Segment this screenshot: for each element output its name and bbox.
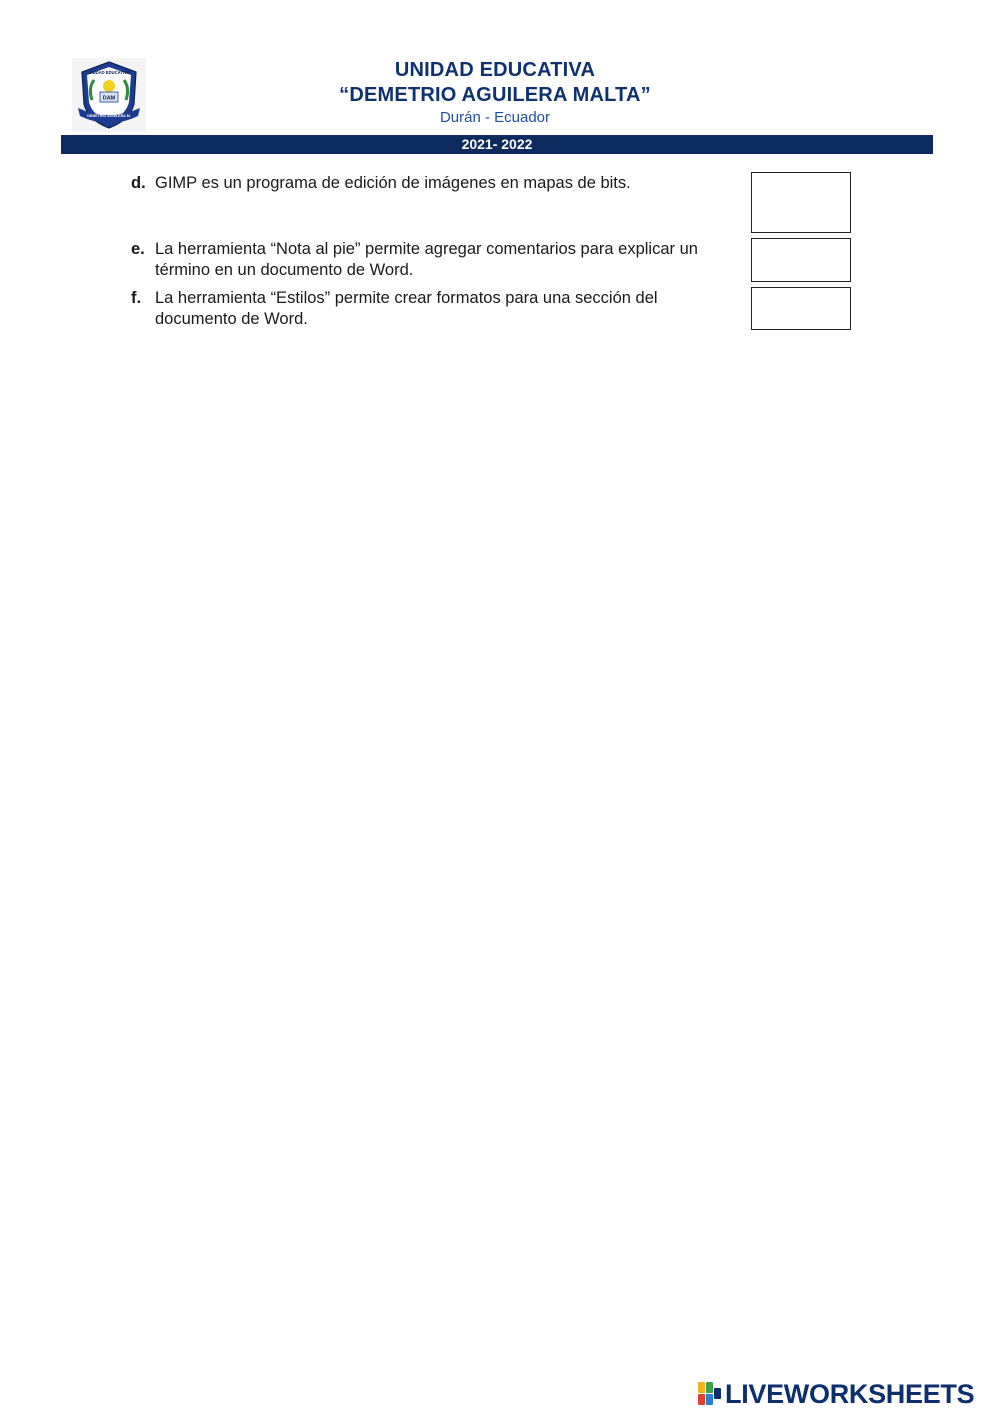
school-title-line1: UNIDAD EDUCATIVA [394, 59, 596, 81]
school-location: Durán - Ecuador [439, 109, 551, 126]
question-letter: f. [131, 289, 142, 307]
question-item-d [131, 173, 731, 194]
question-letter: e. [131, 240, 145, 258]
question-item-e [131, 239, 731, 281]
question-text: GIMP es un programa de edición de imágenes en mapas de bits. [155, 174, 631, 192]
liveworksheets-brand-text: LIVEWORKSHEETS [725, 1378, 975, 1409]
logo-top-text: UNIDAD EDUCATIVA [88, 70, 130, 75]
logo-ribbon-text: DEMETRIO AGUILERA M. [87, 114, 131, 118]
school-year-bar: 2021- 2022 [61, 135, 933, 154]
answer-box-f[interactable] [751, 287, 851, 330]
answer-box-e[interactable] [751, 238, 851, 282]
liveworksheets-logo-icon [698, 1382, 722, 1406]
question-text: La herramienta “Estilos” permite crear formatos para una sección del documento de Word. [155, 289, 658, 328]
school-title-line2: “DEMETRIO AGUILERA MALTA” [339, 84, 651, 106]
answer-box-d[interactable] [751, 172, 851, 233]
question-text: La herramienta “Nota al pie” permite agregar comentarios para explicar un término en un documento de Word. [155, 240, 698, 279]
liveworksheets-brand[interactable] [698, 1378, 974, 1410]
school-header [0, 58, 990, 128]
question-letter: d. [131, 174, 146, 192]
logo-center-text: DAM [102, 95, 116, 102]
question-item-f [131, 288, 731, 330]
